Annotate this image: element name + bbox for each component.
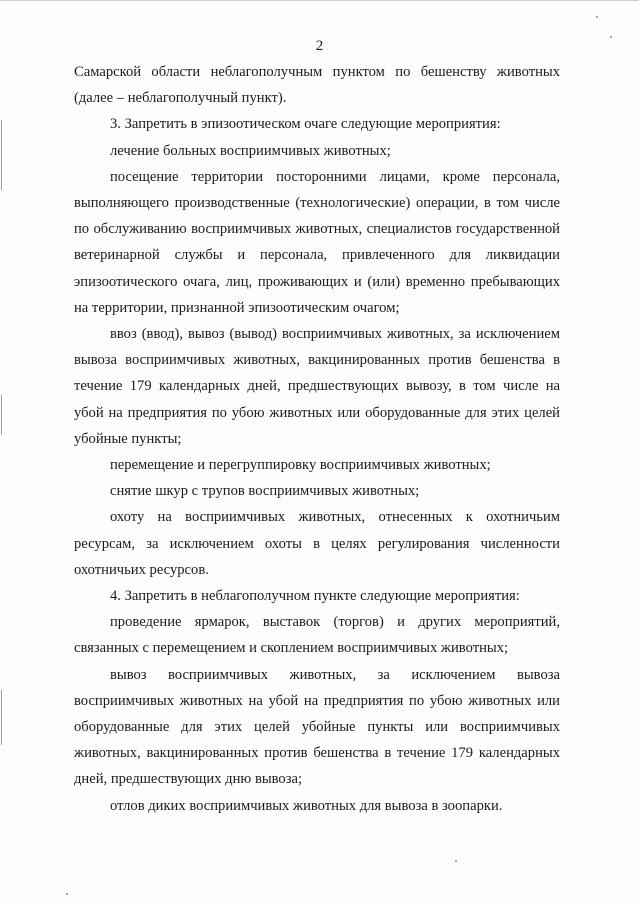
paragraph: Самарской области неблагополучным пунктом по бешенству животных (далее – неблагополучный пункт). xyxy=(74,64,560,107)
scan-speck xyxy=(66,893,68,895)
scan-margin-mark xyxy=(1,690,2,745)
page-number: 2 xyxy=(315,38,324,54)
scan-speck xyxy=(455,860,457,862)
paragraph: 3. Запретить в эпизоотическом очаге следующие мероприятия: xyxy=(110,116,501,133)
paragraph: лечение больных восприимчивых животных; xyxy=(110,142,391,159)
paragraph: проведение ярмарок, выставок (торгов) и других мероприятий, связанных с перемещением и скоплением восприимчивых животных; xyxy=(74,614,560,657)
scan-margin-mark xyxy=(1,120,2,190)
scan-margin-mark xyxy=(1,395,2,435)
paragraph: отлов диких восприимчивых животных для вывоза в зоопарки. xyxy=(110,797,503,814)
scan-top-edge xyxy=(0,0,639,1)
scan-speck xyxy=(596,16,598,18)
paragraph: 4. Запретить в неблагополучном пункте следующие мероприятия: xyxy=(110,588,520,605)
paragraph: снятие шкур с трупов восприимчивых животных; xyxy=(110,483,420,500)
paragraph: посещение территории посторонними лицами, кроме персонала, выполняющего производственные (технологические) операции, в том числе по обслуживанию восприимчивых животных, специалистов государственной ветеринарной службы и персонала, привлеченного для ликвидации эпизоотического очага, лиц, проживающих и (или) временно пребывающих на территории, признанной эпизоотическим очагом; xyxy=(74,168,560,316)
paragraph: вывоз восприимчивых животных, за исключением вывоза восприимчивых животных на убой на предприятия по убою животных или оборудованные для этих целей убойные пункты или восприимчивых животных, вакцинированных против бешенства в течение 179 календарных дней, предшествующих дню вывоза; xyxy=(74,666,560,788)
paragraph: охоту на восприимчивых животных, отнесенных к охотничьим ресурсам, за исключением охоты в целях регулирования численности охотничьих ресурсов. xyxy=(74,509,560,578)
paragraph: перемещение и перегруппировку восприимчивых животных; xyxy=(110,457,491,474)
document-body xyxy=(74,59,560,819)
paragraph: ввоз (ввод), вывоз (вывод) восприимчивых животных, за исключением вывоза восприимчивых животных, вакцинированных против бешенства в течение 179 календарных дней, предшествующих вывозу, в том числе на убой на предприятия по убою животных или оборудованные для этих целей убойные пункты; xyxy=(74,326,560,447)
